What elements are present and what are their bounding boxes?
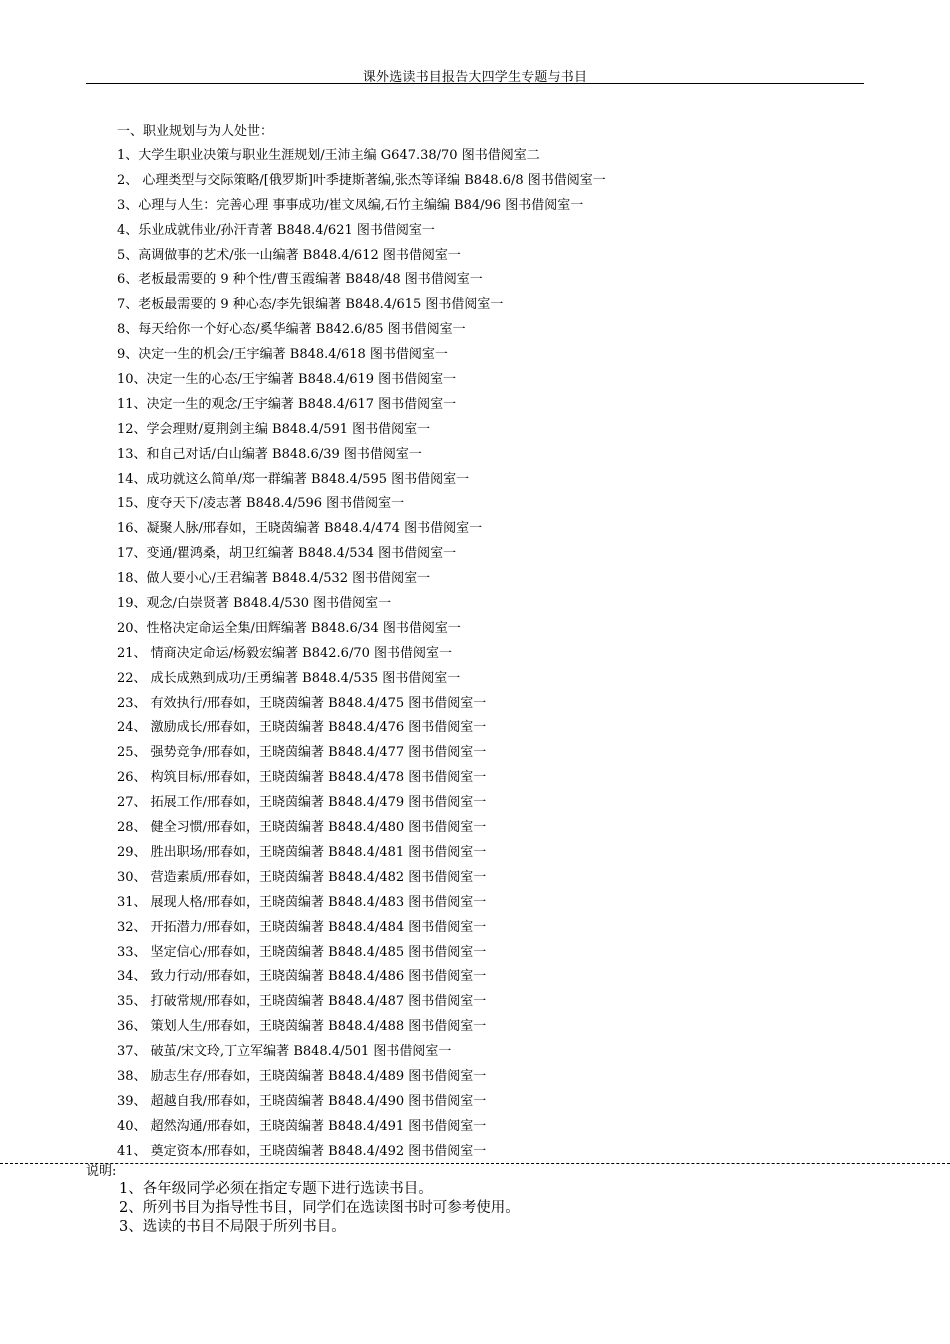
book-list-item: 28、 健全习惯/邢春如，王晓茵编著 B848.4/480 图书借阅室一 xyxy=(117,820,487,836)
book-list-item: 35、 打破常规/邢春如，王晓茵编著 B848.4/487 图书借阅室一 xyxy=(117,994,487,1010)
book-list-item: 7、老板最需要的 9 种心态/李先银编著 B848.4/615 图书借阅室一 xyxy=(117,297,504,313)
book-list-item: 23、 有效执行/邢春如，王晓茵编著 B848.4/475 图书借阅室一 xyxy=(117,695,487,711)
book-list-item: 25、 强势竞争/邢春如，王晓茵编著 B848.4/477 图书借阅室一 xyxy=(117,745,487,761)
book-list-item: 24、 激励成长/邢春如，王晓茵编著 B848.4/476 图书借阅室一 xyxy=(117,720,487,736)
book-list-item: 33、 坚定信心/邢春如，王晓茵编著 B848.4/485 图书借阅室一 xyxy=(117,944,487,960)
note-item: 3、选读的书目不局限于所列书目。 xyxy=(119,1219,346,1235)
notes-list xyxy=(119,1180,520,1237)
book-list-item: 19、观念/白崇贤著 B848.4/530 图书借阅室一 xyxy=(117,596,392,612)
book-list-item: 16、凝聚人脉/邢春如，王晓茵编著 B848.4/474 图书借阅室一 xyxy=(117,521,483,537)
book-list-item: 10、决定一生的心态/王宇编著 B848.4/619 图书借阅室一 xyxy=(117,372,457,388)
section-break-line xyxy=(0,1163,950,1164)
book-list-item: 4、乐业成就伟业/孙汗青著 B848.4/621 图书借阅室一 xyxy=(117,222,435,238)
book-list-item: 12、学会理财/夏荆剑主编 B848.4/591 图书借阅室一 xyxy=(117,421,431,437)
section-heading: 一、职业规划与为人处世： xyxy=(117,124,274,139)
book-list-item: 30、 营造素质/邢春如，王晓茵编著 B848.4/482 图书借阅室一 xyxy=(117,869,487,885)
note-item: 1、各年级同学必须在指定专题下进行选读书目。 xyxy=(119,1181,433,1197)
book-list-item: 31、 展现人格/邢春如，王晓茵编著 B848.4/483 图书借阅室一 xyxy=(117,894,487,910)
book-list-item: 34、 致力行动/邢春如，王晓茵编著 B848.4/486 图书借阅室一 xyxy=(117,969,487,985)
book-list-item: 15、度夺天下/凌志著 B848.4/596 图书借阅室一 xyxy=(117,496,405,512)
page-header-title: 课外选读书目报告大四学生专题与书目 xyxy=(362,70,588,85)
book-list-item: 21、 情商决定命运/杨毅宏编著 B842.6/70 图书借阅室一 xyxy=(117,645,453,661)
book-list-item: 32、 开拓潜力/邢春如，王晓茵编著 B848.4/484 图书借阅室一 xyxy=(117,919,487,935)
book-list-item: 27、 拓展工作/邢春如，王晓茵编著 B848.4/479 图书借阅室一 xyxy=(117,795,487,811)
book-list-item: 17、变通/瞿鸿桑，胡卫红编著 B848.4/534 图书借阅室一 xyxy=(117,546,457,562)
book-list-item: 14、成功就这么简单/郑一群编著 B848.4/595 图书借阅室一 xyxy=(117,471,470,487)
book-list-item: 20、性格决定命运全集/田辉编著 B848.6/34 图书借阅室一 xyxy=(117,620,461,636)
header-divider xyxy=(86,83,864,84)
note-item: 2、所列书目为指导性书目，同学们在选读图书时可参考使用。 xyxy=(119,1200,520,1216)
notes-label: 说明: xyxy=(86,1164,117,1179)
book-list-item: 38、 励志生存/邢春如，王晓茵编著 B848.4/489 图书借阅室一 xyxy=(117,1068,487,1084)
book-list-item: 5、高调做事的艺术/张一山编著 B848.4/612 图书借阅室一 xyxy=(117,247,461,263)
book-list-item: 9、决定一生的机会/王宇编著 B848.4/618 图书借阅室一 xyxy=(117,347,448,363)
book-list-item: 18、做人要小心/王君编著 B848.4/532 图书借阅室一 xyxy=(117,571,431,587)
book-list-item: 3、心理与人生：完善心理 事事成功/崔文凤编,石竹主编编 B84/96 图书借阅室一 xyxy=(117,197,584,213)
book-list xyxy=(117,119,877,1165)
book-list-item: 40、 超然沟通/邢春如，王晓茵编著 B848.4/491 图书借阅室一 xyxy=(117,1118,487,1134)
book-list-item: 22、 成长成熟到成功/王勇编著 B848.4/535 图书借阅室一 xyxy=(117,670,461,686)
book-list-item: 37、 破茧/宋文玲,丁立军编著 B848.4/501 图书借阅室一 xyxy=(117,1044,452,1060)
book-list-item: 29、 胜出职场/邢春如，王晓茵编著 B848.4/481 图书借阅室一 xyxy=(117,844,487,860)
book-list-item: 8、每天给你一个好心态/奚华编著 B842.6/85 图书借阅室一 xyxy=(117,322,466,338)
book-list-item: 13、和自己对话/白山编著 B848.6/39 图书借阅室一 xyxy=(117,446,422,462)
book-list-item: 2、 心理类型与交际策略/[俄罗斯]叶季捷斯著编,张杰等译编 B848.6/8 图书借阅室一 xyxy=(117,172,606,188)
book-list-item: 1、大学生职业决策与职业生涯规划/王沛主编 G647.38/70 图书借阅室二 xyxy=(117,148,540,163)
book-list-item: 36、 策划人生/邢春如，王晓茵编著 B848.4/488 图书借阅室一 xyxy=(117,1019,487,1035)
book-list-item: 26、 构筑目标/邢春如，王晓茵编著 B848.4/478 图书借阅室一 xyxy=(117,770,487,786)
book-list-item: 11、决定一生的观念/王宇编著 B848.4/617 图书借阅室一 xyxy=(117,396,457,412)
book-list-item: 6、老板最需要的 9 种个性/曹玉霞编著 B848/48 图书借阅室一 xyxy=(117,272,483,288)
book-list-item: 41、 奠定资本/邢春如，王晓茵编著 B848.4/492 图书借阅室一 xyxy=(117,1143,487,1159)
book-list-item: 39、 超越自我/邢春如，王晓茵编著 B848.4/490 图书借阅室一 xyxy=(117,1093,487,1109)
